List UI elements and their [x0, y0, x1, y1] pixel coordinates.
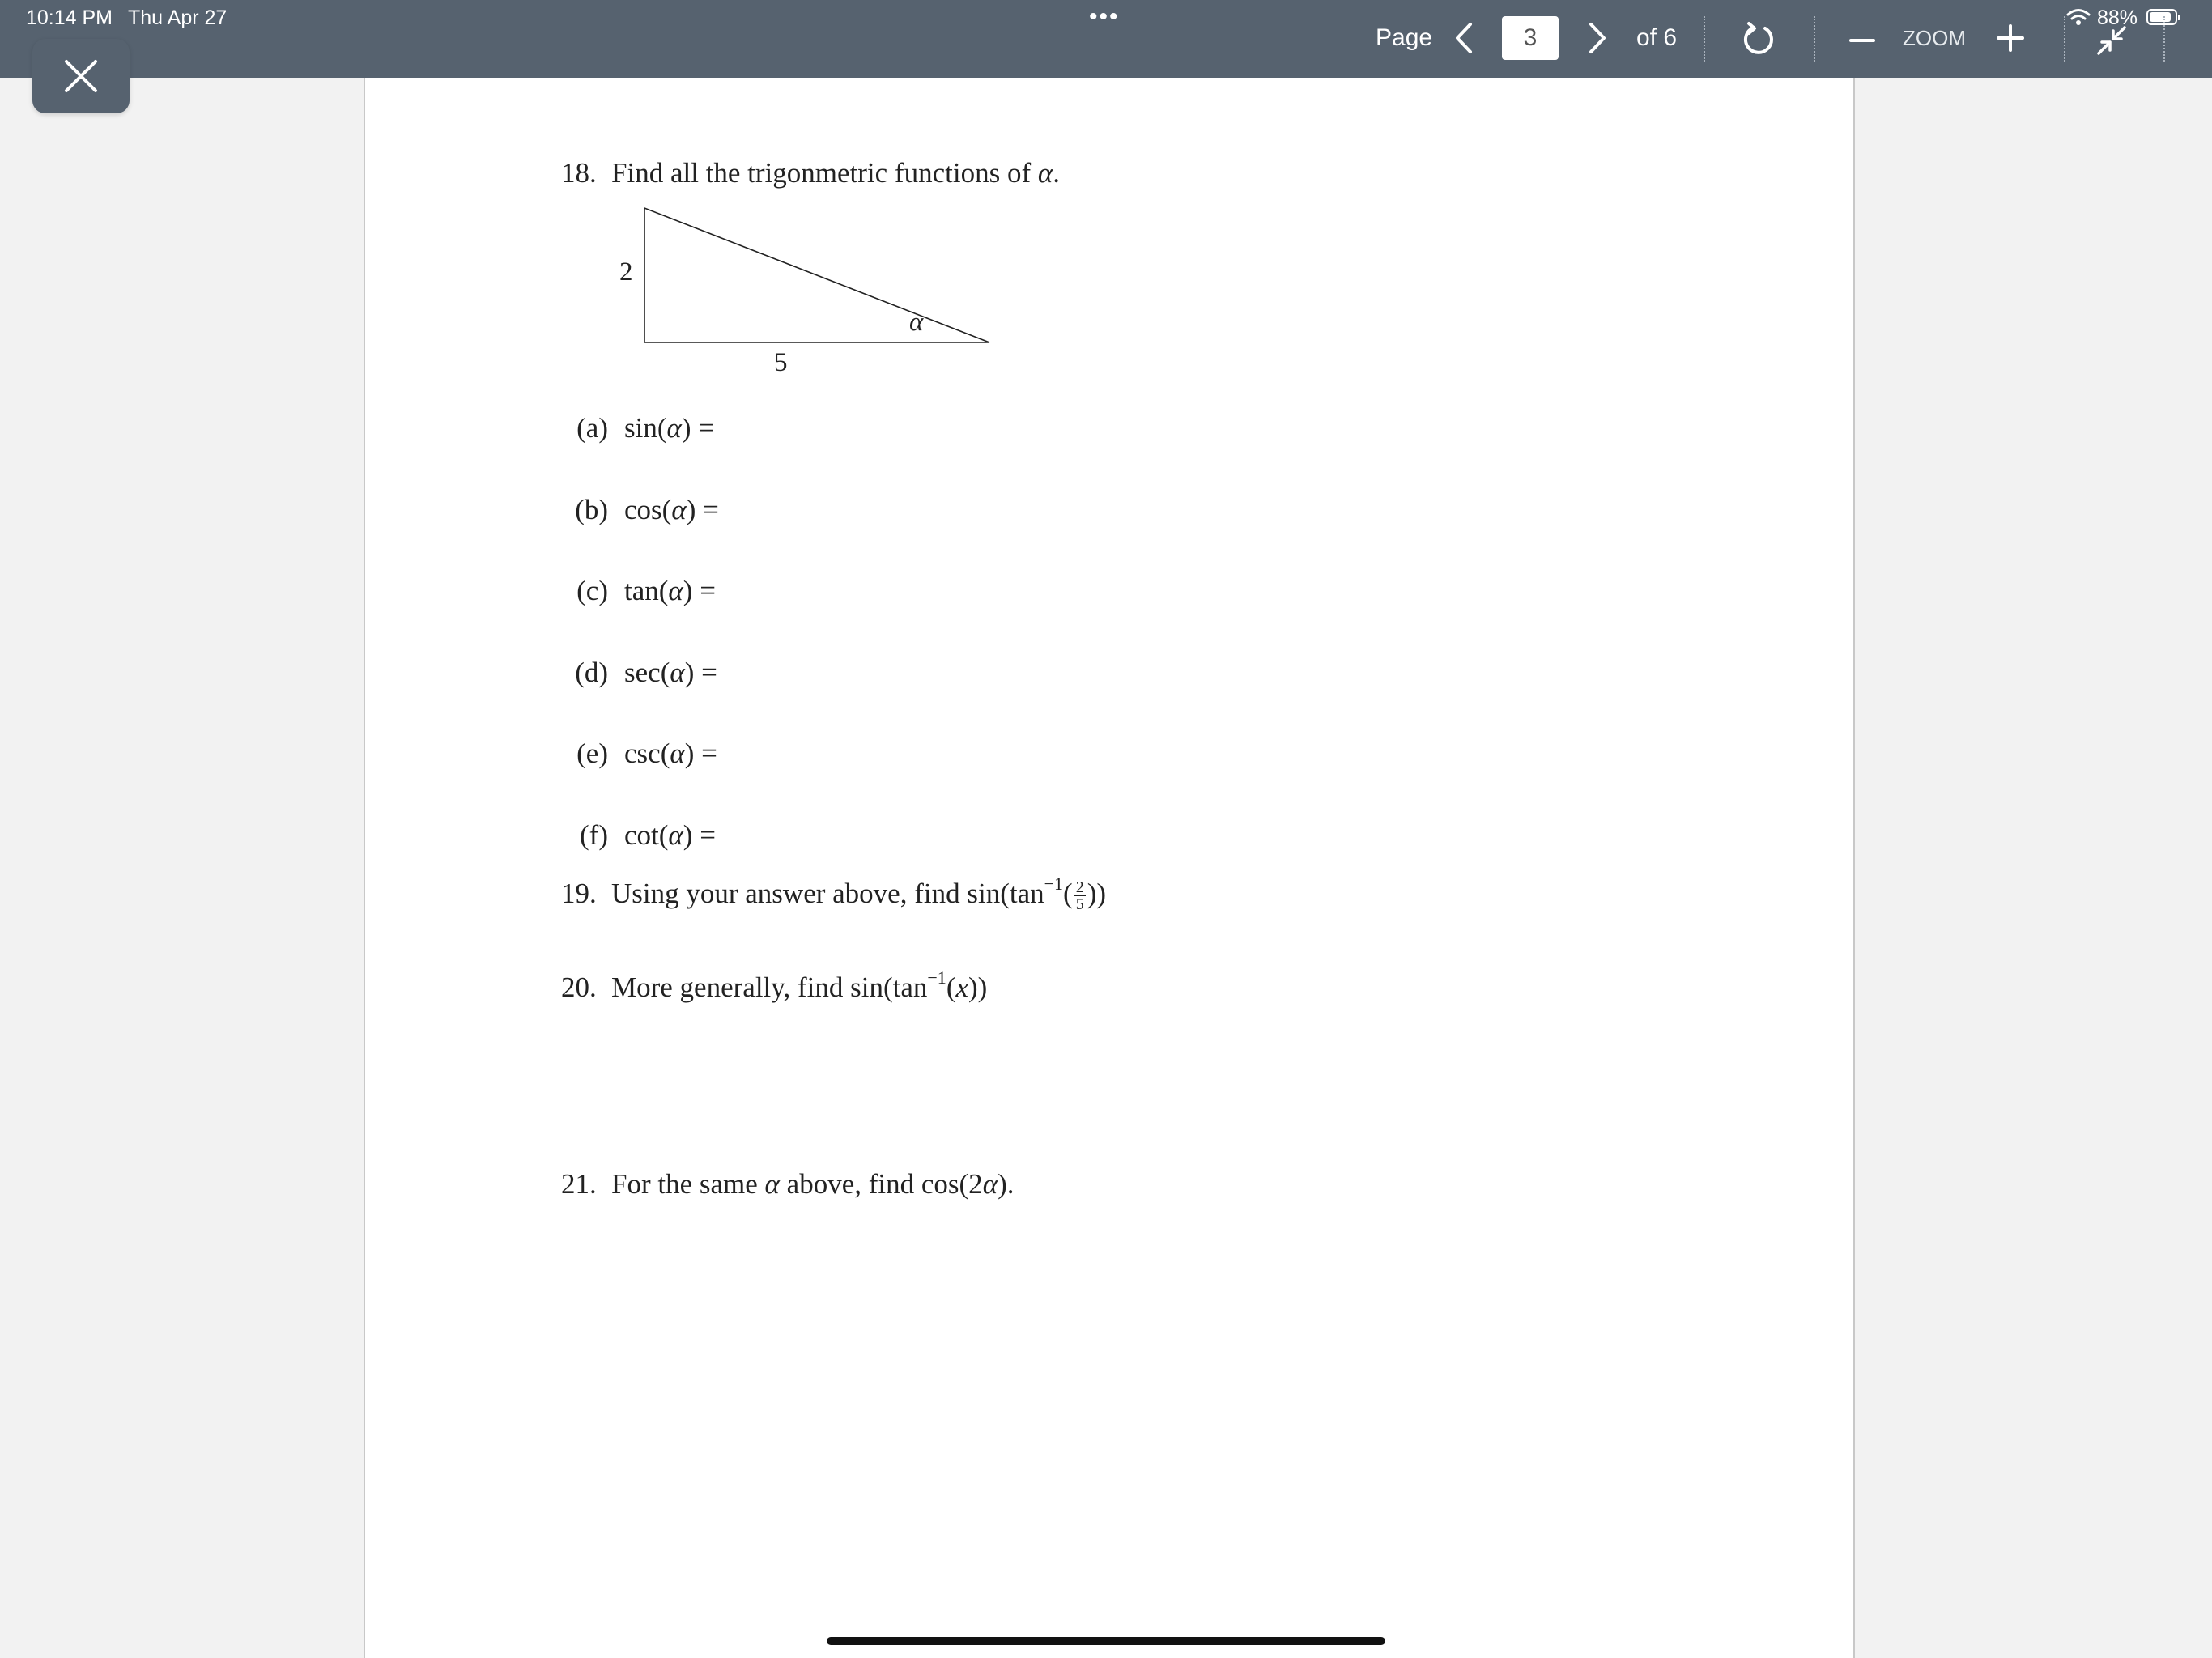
toolbar-divider [1814, 16, 1815, 62]
equals-sign: = [701, 657, 717, 688]
func-arg: α [668, 575, 683, 606]
alpha-symbol: α [1037, 157, 1053, 189]
equals-sign: = [700, 575, 716, 606]
part-d: (d) sec(α) = [559, 657, 717, 689]
page-number-input[interactable] [1502, 16, 1559, 60]
side-label-vertical: 2 [619, 257, 633, 287]
toolbar-divider [1704, 16, 1705, 62]
func-arg: α [670, 657, 685, 688]
func-name: csc [624, 738, 661, 769]
equals-sign: = [701, 738, 717, 769]
close-button[interactable] [32, 39, 130, 113]
part-label: (f) [580, 819, 608, 851]
part-label: (c) [576, 575, 608, 606]
equals-sign: = [698, 412, 715, 444]
close-icon [63, 58, 99, 94]
func-arg: α [671, 494, 687, 525]
question-text-middle: above, find cos(2 [779, 1168, 983, 1200]
reset-rotate-icon[interactable] [1741, 21, 1776, 57]
part-label: (b) [575, 494, 608, 525]
func-name: sin [624, 412, 657, 444]
question-19: 19. Using your answer above, find $\sin(\tan^{-1}$( $\frac{2}{5}$ )) [561, 874, 1106, 913]
equals-sign: = [703, 494, 719, 525]
fraction [1074, 879, 1086, 912]
right-triangle-figure [365, 78, 770, 402]
page-label: Page [1376, 24, 1433, 51]
func-arg: α [666, 412, 682, 444]
question-text: More generally, find sin(tan [611, 971, 928, 1003]
status-date: Thu Apr 27 [128, 6, 228, 29]
top-toolbar [0, 0, 2212, 78]
part-b: (b) cos(α) = [559, 494, 719, 526]
question-number: 20. [561, 971, 597, 1003]
battery-icon [2146, 9, 2177, 25]
part-label: (e) [576, 738, 608, 769]
part-label: (a) [576, 412, 608, 444]
part-f: (f) cot(α) = [559, 819, 716, 852]
func-name: tan [624, 575, 659, 606]
toolbar-divider [2163, 16, 2165, 62]
part-e: (e) csc(α) = [559, 738, 717, 770]
part-label: (d) [575, 657, 608, 688]
part-c: (c) tan(α) = [559, 575, 716, 607]
question-text: For the same [611, 1168, 765, 1200]
battery-percentage: 88% [2097, 6, 2138, 29]
question-number: 19. [561, 878, 597, 909]
question-text-end: ). [998, 1168, 1015, 1200]
exit-fullscreen-icon[interactable] [2095, 24, 2128, 57]
status-time: 10:14 PM [26, 6, 113, 29]
fraction-denominator: 5 [1075, 895, 1084, 913]
alpha-symbol: α [982, 1168, 998, 1200]
question-21 [561, 1168, 1014, 1201]
zoom-out-button[interactable] [1848, 24, 1877, 53]
func-name: cot [624, 819, 659, 851]
fraction-numerator: 2 [1075, 878, 1084, 896]
func-name: sec [624, 657, 661, 688]
question-text: Using your answer above, find sin(tan [611, 878, 1044, 909]
question-20: 20. More generally, find $\sin(\tan^{-1}(x))$ [561, 967, 988, 1003]
inverse-exponent: −1 [1044, 874, 1064, 894]
side-label-horizontal: 5 [774, 348, 788, 377]
question-number: 21. [561, 1168, 597, 1200]
next-page-button[interactable] [1581, 19, 1614, 57]
zoom-label: ZOOM [1903, 26, 1966, 50]
func-arg: α [668, 819, 683, 851]
battery-level-fill [2150, 12, 2171, 22]
page-total: of 6 [1636, 24, 1678, 51]
equals-sign: = [700, 819, 716, 851]
variable-x: x [955, 971, 969, 1003]
question-text: Find all the trigonmetric functions of [611, 157, 1038, 189]
func-arg: α [670, 738, 685, 769]
previous-page-button[interactable] [1448, 19, 1480, 57]
angle-label-alpha: α [909, 308, 924, 337]
func-name: cos [624, 494, 662, 525]
zoom-in-button[interactable] [1995, 23, 2026, 53]
question-number: 18. [561, 157, 597, 189]
inverse-exponent: −1 [927, 967, 946, 988]
toolbar-divider [2064, 16, 2065, 62]
document-page [364, 78, 1855, 1658]
multitasking-dots-icon[interactable]: ••• [1089, 3, 1120, 30]
alpha-symbol: α [764, 1168, 780, 1200]
home-indicator[interactable] [827, 1637, 1385, 1645]
wifi-icon [2066, 8, 2091, 26]
question-text-end: . [1053, 157, 1060, 189]
part-a: (a) sin(α) = [559, 412, 714, 444]
triangle-shape [644, 208, 989, 342]
